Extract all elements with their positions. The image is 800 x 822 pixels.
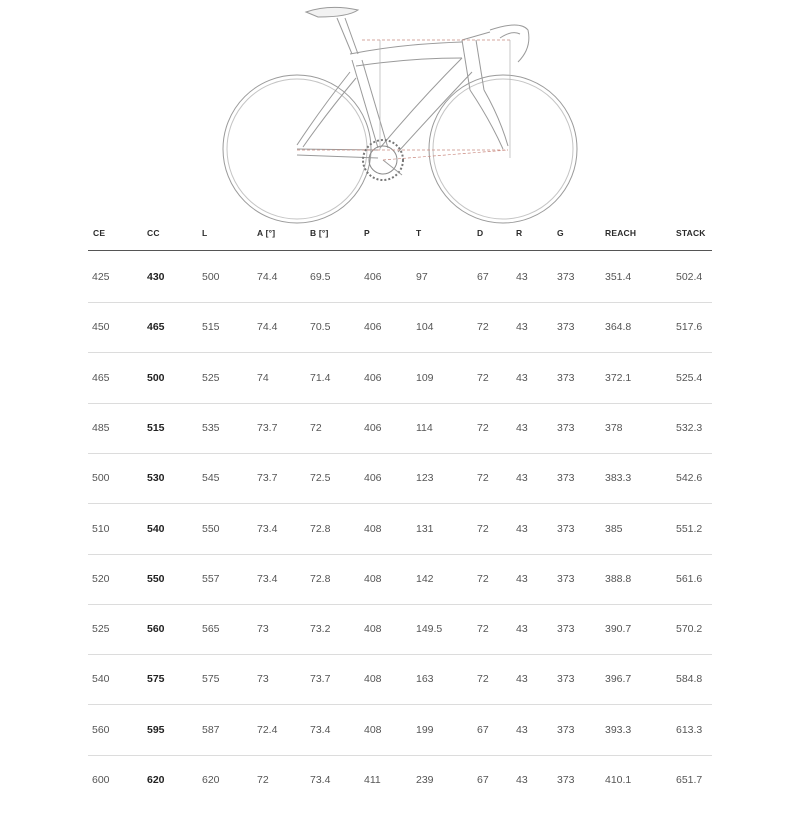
cell-reach: 364.8	[605, 321, 632, 334]
cell-reach: 351.4	[605, 271, 632, 283]
col-header-p: P	[364, 228, 370, 238]
cell-d: 67	[477, 723, 489, 736]
cell-l: 525	[202, 371, 220, 384]
cell-reach: 385	[605, 522, 623, 535]
cell-d: 72	[477, 421, 489, 434]
col-header-stack: STACK	[676, 228, 706, 238]
cell-cc: 430	[147, 271, 165, 283]
cell-t: 199	[416, 723, 434, 736]
cell-stack: 561.6	[676, 572, 703, 585]
head-tube	[462, 40, 470, 90]
col-header-reach: REACH	[605, 228, 637, 238]
cell-d: 72	[477, 673, 489, 686]
cell-stack: 584.8	[676, 673, 703, 686]
cell-l: 515	[202, 321, 220, 334]
cell-l: 620	[202, 774, 220, 786]
cell-d: 72	[477, 623, 489, 636]
cell-r: 43	[516, 673, 528, 686]
table-row	[0, 269, 800, 319]
cell-r: 43	[516, 421, 528, 434]
cell-b: 69.5	[310, 271, 331, 283]
cell-stack: 542.6	[676, 472, 703, 485]
cell-stack: 502.4	[676, 271, 703, 283]
col-header-g: G	[557, 228, 564, 238]
row-divider	[88, 704, 712, 705]
cell-ce: 600	[92, 774, 110, 786]
row-divider	[88, 654, 712, 655]
cell-reach: 378	[605, 421, 623, 434]
seatstay	[297, 72, 350, 145]
cell-a: 72.4	[257, 723, 278, 736]
cell-r: 43	[516, 774, 528, 786]
table-row	[0, 671, 800, 721]
cell-d: 67	[477, 271, 489, 283]
cell-ce: 510	[92, 522, 110, 535]
cell-b: 72	[310, 421, 322, 434]
cell-ce: 500	[92, 472, 110, 485]
table-row	[0, 772, 800, 822]
cell-a: 73.4	[257, 572, 278, 585]
row-divider	[88, 403, 712, 404]
cell-r: 43	[516, 572, 528, 585]
cell-reach: 393.3	[605, 723, 632, 736]
cell-cc: 500	[147, 371, 165, 384]
cell-g: 373	[557, 371, 575, 384]
cell-cc: 515	[147, 421, 165, 434]
cell-l: 535	[202, 421, 220, 434]
cell-stack: 525.4	[676, 371, 703, 384]
cell-p: 406	[364, 472, 382, 485]
handlebar	[490, 25, 529, 62]
cell-p: 408	[364, 522, 382, 535]
col-header-l: L	[202, 228, 208, 238]
cell-r: 43	[516, 623, 528, 636]
cell-t: 109	[416, 371, 434, 384]
cell-reach: 390.7	[605, 623, 632, 636]
row-divider	[88, 554, 712, 555]
cell-t: 163	[416, 673, 434, 686]
cell-p: 408	[364, 572, 382, 585]
cell-p: 411	[364, 774, 381, 786]
cell-stack: 570.2	[676, 623, 703, 636]
cell-a: 72	[257, 774, 269, 786]
cell-g: 373	[557, 271, 575, 283]
row-divider	[88, 604, 712, 605]
cell-p: 408	[364, 623, 382, 636]
table-row	[0, 621, 800, 671]
cell-cc: 530	[147, 472, 165, 485]
table-row	[0, 722, 800, 772]
cell-t: 104	[416, 321, 434, 334]
cell-cc: 620	[147, 774, 165, 786]
cell-g: 373	[557, 774, 575, 786]
cell-d: 72	[477, 371, 489, 384]
cell-reach: 396.7	[605, 673, 632, 686]
cell-l: 587	[202, 723, 220, 736]
cell-l: 575	[202, 673, 220, 686]
cell-p: 408	[364, 673, 382, 686]
cell-stack: 532.3	[676, 421, 703, 434]
cell-cc: 465	[147, 321, 165, 334]
cell-d: 72	[477, 522, 489, 535]
cell-a: 73.7	[257, 472, 278, 485]
cell-p: 406	[364, 271, 382, 283]
cell-r: 43	[516, 371, 528, 384]
cell-ce: 540	[92, 673, 110, 686]
bike-geometry-diagram	[0, 0, 800, 225]
table-row	[0, 470, 800, 520]
cell-a: 73.7	[257, 421, 278, 434]
cell-t: 123	[416, 472, 434, 485]
table-row	[0, 571, 800, 621]
cell-l: 557	[202, 572, 220, 585]
cell-p: 406	[364, 421, 382, 434]
cell-b: 72.8	[310, 522, 331, 535]
cell-ce: 560	[92, 723, 110, 736]
cell-b: 70.5	[310, 321, 331, 334]
cell-d: 67	[477, 774, 489, 786]
cell-ce: 425	[92, 271, 110, 283]
cell-b: 73.2	[310, 623, 331, 636]
col-header-b: B [°]	[310, 228, 329, 238]
cell-b: 73.4	[310, 774, 331, 786]
cell-reach: 372.1	[605, 371, 632, 384]
cell-t: 131	[416, 522, 434, 535]
cell-g: 373	[557, 623, 575, 636]
seatpost	[337, 18, 352, 54]
cell-a: 73	[257, 673, 269, 686]
cell-g: 373	[557, 673, 575, 686]
cell-r: 43	[516, 321, 528, 334]
cell-g: 373	[557, 522, 575, 535]
stem	[462, 32, 490, 40]
cell-d: 72	[477, 321, 489, 334]
row-divider	[88, 352, 712, 353]
cell-ce: 485	[92, 421, 110, 434]
cell-stack: 613.3	[676, 723, 703, 736]
cell-b: 72.5	[310, 472, 331, 485]
cell-ce: 450	[92, 321, 110, 334]
fork	[470, 90, 503, 149]
table-row	[0, 370, 800, 420]
cell-stack: 517.6	[676, 321, 703, 334]
cell-cc: 595	[147, 723, 165, 736]
cell-ce: 465	[92, 371, 110, 384]
cell-t: 142	[416, 572, 434, 585]
cell-g: 373	[557, 572, 575, 585]
col-header-ce: CE	[93, 228, 106, 238]
cell-b: 72.8	[310, 572, 331, 585]
cell-reach: 410.1	[605, 774, 632, 786]
crank-arm	[383, 160, 402, 175]
cell-b: 73.4	[310, 723, 331, 736]
cell-t: 97	[416, 271, 428, 283]
cell-d: 72	[477, 472, 489, 485]
cell-g: 373	[557, 472, 575, 485]
cell-b: 71.4	[310, 371, 331, 384]
cell-reach: 383.3	[605, 472, 632, 485]
cell-t: 239	[416, 774, 434, 786]
header-divider	[88, 250, 712, 251]
saddle	[306, 7, 358, 17]
row-divider	[88, 302, 712, 303]
cell-r: 43	[516, 522, 528, 535]
cell-cc: 550	[147, 572, 165, 585]
cell-p: 406	[364, 321, 382, 334]
cell-b: 73.7	[310, 673, 331, 686]
table-row	[0, 319, 800, 369]
cell-l: 500	[202, 271, 220, 283]
cell-l: 545	[202, 472, 220, 485]
cell-r: 43	[516, 472, 528, 485]
cell-a: 74.4	[257, 271, 278, 283]
cell-a: 74.4	[257, 321, 278, 334]
cell-ce: 525	[92, 623, 110, 636]
cell-p: 406	[364, 371, 382, 384]
col-header-a: A [°]	[257, 228, 276, 238]
cell-g: 373	[557, 723, 575, 736]
cell-cc: 540	[147, 522, 165, 535]
cell-r: 43	[516, 723, 528, 736]
cell-a: 73	[257, 623, 269, 636]
row-divider	[88, 503, 712, 504]
cell-p: 408	[364, 723, 382, 736]
cell-stack: 651.7	[676, 774, 703, 786]
table-row	[0, 420, 800, 470]
cell-stack: 551.2	[676, 522, 703, 535]
cell-g: 373	[557, 321, 575, 334]
col-header-r: R	[516, 228, 523, 238]
col-header-cc: CC	[147, 228, 160, 238]
cell-l: 550	[202, 522, 220, 535]
cell-cc: 575	[147, 673, 165, 686]
row-divider	[88, 453, 712, 454]
cell-a: 74	[257, 371, 269, 384]
cell-a: 73.4	[257, 522, 278, 535]
col-header-t: T	[416, 228, 422, 238]
cell-l: 565	[202, 623, 220, 636]
cell-cc: 560	[147, 623, 165, 636]
row-divider	[88, 755, 712, 756]
cell-d: 72	[477, 572, 489, 585]
cell-reach: 388.8	[605, 572, 632, 585]
cell-r: 43	[516, 271, 528, 283]
cell-t: 114	[416, 421, 433, 434]
cell-ce: 520	[92, 572, 110, 585]
top-tube	[350, 42, 462, 54]
cell-g: 373	[557, 421, 575, 434]
col-header-d: D	[477, 228, 484, 238]
table-row	[0, 521, 800, 571]
cell-t: 149.5	[416, 623, 443, 636]
